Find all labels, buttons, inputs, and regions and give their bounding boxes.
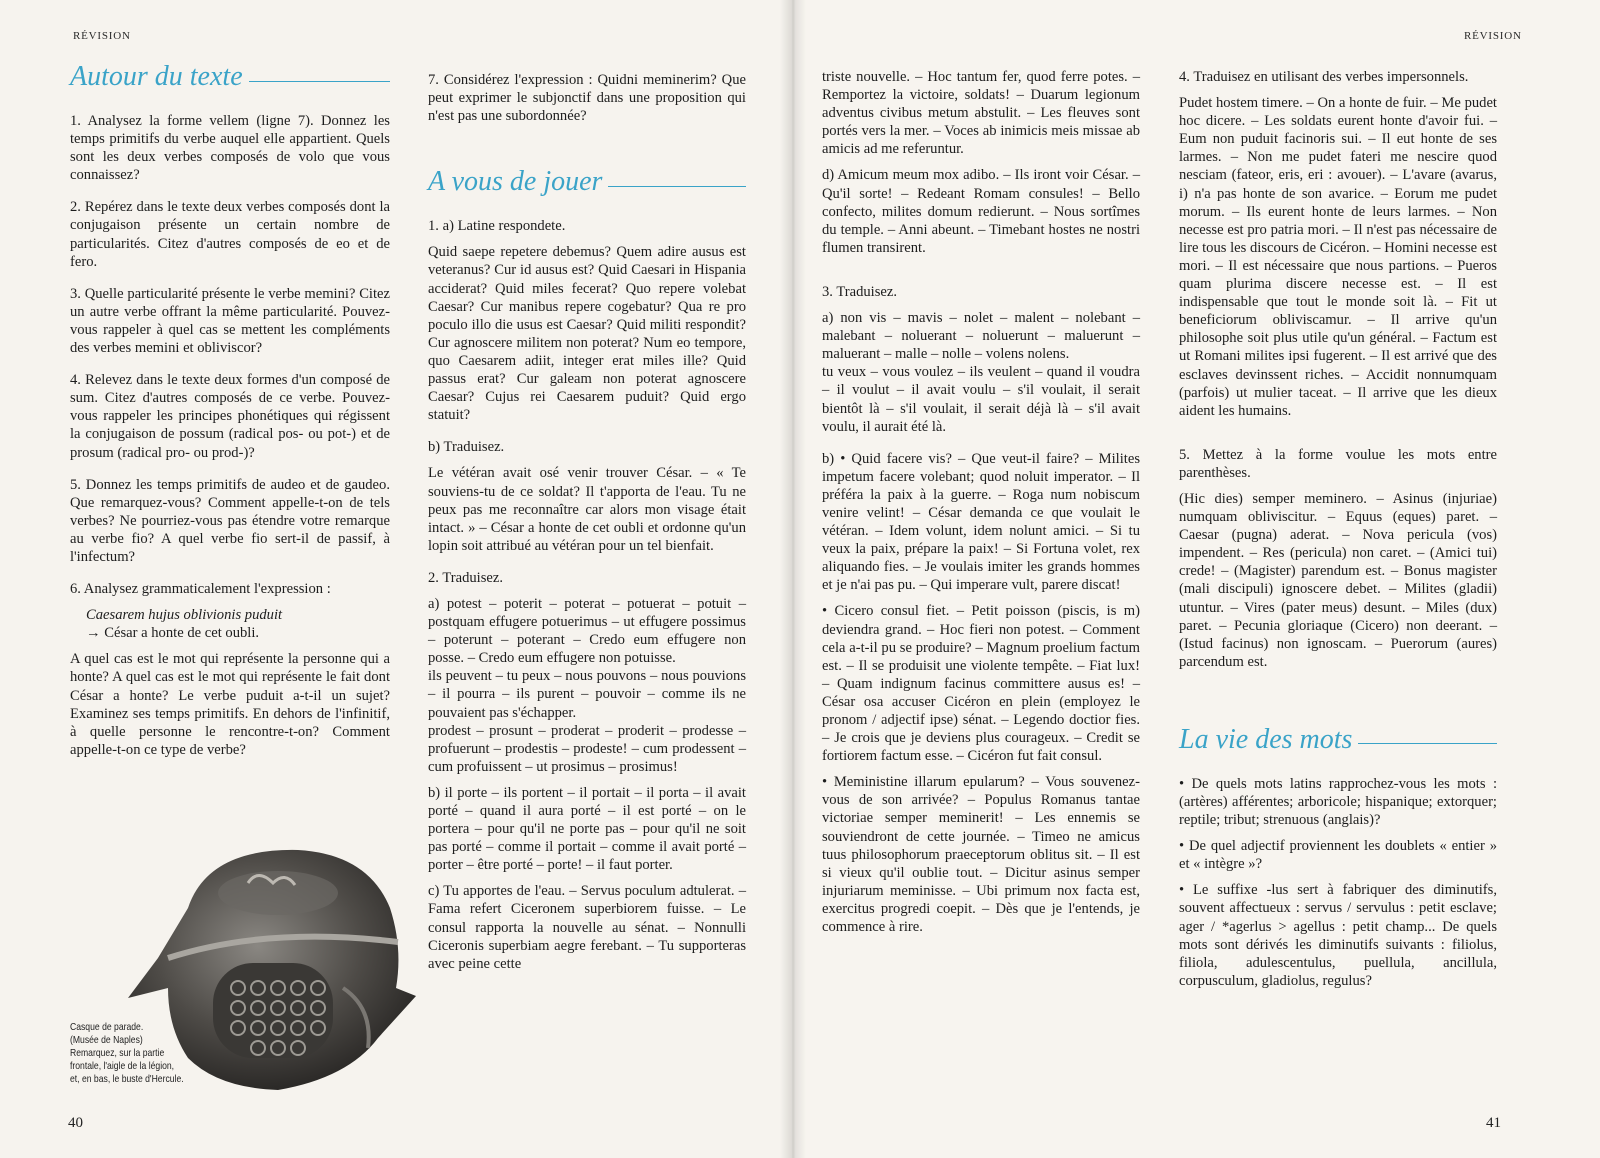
running-head-right: RÉVISION bbox=[1464, 30, 1522, 42]
words-question-1: • De quels mots latins rapprochez-vous les mots : (artères) afférentes; arboricole; hispanique; extorquer; reptile; tribut; strenuous (anglais)? bbox=[1179, 775, 1497, 829]
question-5: 5. Donnez les temps primitifs de audeo et de gaudeo. Que remarquez-vous? Comment appelle-t-on de tels verbes? Ne pourriez-vous pas étendre votre remarque au verbe fio? A quel verbe fio sert-il de passif, à l'infectum? bbox=[70, 476, 390, 565]
question-6: 6. Analysez grammaticalement l'expression : bbox=[70, 581, 331, 598]
helmet-caption: Casque de parade. (Musée de Naples) Remarquez, sur la partie frontale, l'aigle de la légion, et, en bas, le buste d'Hercule. bbox=[70, 1021, 184, 1085]
exercise-2b-text: b) il porte – ils portent – il portait – il porta – il avait porté – quand il aura porté – il est porté – on le portera – pour qu'il ne porte pas – pour qu'il ne soit pas porté – comme il portait – comme il avait porté – porter – être porté – porte! – il faut porter. bbox=[428, 784, 746, 874]
latin-expression: Caesarem hujus oblivionis puduit bbox=[86, 607, 283, 624]
exercise-2a-french: ils peuvent – tu peux – nous pouvons – nous pouvions – il pourra – ils purent – pouvoir – comme ils ne pouvaient pas s'échapper. bbox=[428, 668, 746, 721]
question-4: 4. Relevez dans le texte deux formes d'un composé de sum. Citez d'autres composés de ce verbe. Pouvez-vous rappeler les principes phonétiques qui régissent la conjugaison de possum (radical pos- ou pot-) et de prosum (radical pro- ou prod-)? bbox=[70, 372, 390, 461]
section-title-jouer: A vous de jouer bbox=[428, 165, 746, 199]
words-question-3: • Le suffixe -lus sert à fabriquer des diminutifs, souvent affectueux : servus / servulus : petit esclave; ager / *agerlus > agellus : petit champ... De quels mots sont dérivés les diminutifs suivants : filiolus, filiola, adulescentulus, puellula, ancillula, corpusculum, gladiolus, regulus? bbox=[1179, 882, 1497, 989]
column-2 bbox=[428, 71, 746, 981]
exercise-2a-text: a) potest – poterit – poterat – potuerat – potuit – postquam effugere potuerimus – ut effugere possimus – poterunt – poterant – Credo eum effugere non posse. – Credo eum effugere non potuisse. bbox=[428, 595, 746, 667]
question-7: 7. Considérez l'expression : Quidni meminerim? Que peut exprimer le subjonctif dans une proposition qui n'est pas une subordonnée? bbox=[428, 72, 746, 125]
exercise-2c-text: c) Tu apportes de l'eau. – Servus poculum adtulerat. – Fama refert Ciceronem superbiorem fuisse. – Le consul rapporta la nouvelle au sénat. – Nonnulli Ciceronis superbiam aegre ferebant. – Tu supporteras avec peine cette bbox=[428, 883, 746, 972]
exercise-5-text: (Hic dies) semper meminero. – Asinus (injuriae) numquam obliviscitur. – Equus (eques) paret. – Caesar (pugna) aderat. – Nova pericula (vos) impendent. – Res (pericula) non caret. – (Amici tui) crede! – (Magister) parendum est. – Bonus magister (mali discipuli) ignoscere debet. – Milites (gladii) utuntur. – Vires (pater meus) desunt. – Miles (dux) paret. – Pecunia gloriaque (Cicero) non deerant. – (Istud facinus) non ignoscam. – Puerorum (aures) parcendum est. bbox=[1179, 490, 1497, 670]
words-question-2: • De quel adjectif proviennent les doublets « entier » et « intègre »? bbox=[1179, 838, 1497, 873]
exercise-1a-heading: 1. a) Latine respondete. bbox=[428, 218, 566, 235]
column-1 bbox=[70, 60, 390, 767]
exercise-3b-fio: • Cicero consul fiet. – Petit poisson (piscis, is m) deviendra grand. – Hoc fieri non potest. – Comment cela a-t-il pu se produire? – Magnum proelium factum est. – Il se produisit une violente tempête. – Fiat lux! – Quam indignum facinus committere ausus es! – César osa accuser Cicéron en plein (employez le pronom / adjectif ipse) sénat. – Legendo doctior fies. – Je crois que je deviens plus courageux. – Credit se fortiorem factum esse. – Cicéron fut fait consul. bbox=[822, 603, 1140, 765]
exercise-4-text: Pudet hostem timere. – On a honte de fuir. – Me pudet hoc dicere. – Les soldats eurent honte d'avoir fui. – Eum non puduit facinoris sui. – Il eut honte de ses larmes. – Non me pudet fateri me nescire quod nesciam (fateor, eris, eri : avouer). – L'avare (avarus, i) n'a pas honte de son avarice. – Eorum me pudet morum. – Ils eurent honte de leurs larmes. – Non necesse est pro patria mori. – Il n'est pas nécessaire de lire tous les discours de Cicéron. – Homini necesse est mori. – Il est nécessaire que nous partions. – Pueros quam plurima discere necesse est. – Il est indispensable que tout le monde soit là. – Fit ut beneficiorum obliviscamur. – Il arrive qu'un philosophe soit plus utile qu'un général. – Factum est ut Romani milites ipsi fugerent. – Il est arrivé que des esclaves devinssent riches. – Accidit nonnumquam (parfois) ut mulier taceat. – Il arrive que les dieux aident les humains. bbox=[1179, 95, 1497, 419]
running-head-left: RÉVISION bbox=[73, 30, 131, 42]
section-title-vie: La vie des mots bbox=[1179, 723, 1497, 757]
question-6-body: A quel cas est le mot qui représente la personne qui a honte? A quel cas est le mot qui représente le fait dont César a honte? Le verbe puduit a-t-il un sujet? Examinez ses temps primitifs. En dehors de l'infinitif, à quelle personne le rencontre-t-on? Comment appelle-t-on ce type de verbe? bbox=[70, 651, 390, 758]
page-right bbox=[793, 0, 1600, 1158]
question-2: 2. Repérez dans le texte deux verbes composés dont la conjugaison présente un certain nombre de particularités. Citez d'autres composés de eo et de fero. bbox=[70, 199, 390, 270]
expression-translation: → César a honte de cet oubli. bbox=[86, 625, 260, 642]
exercise-4-heading: 4. Traduisez en utilisant des verbes impersonnels. bbox=[1179, 69, 1469, 85]
page-number-left: 40 bbox=[68, 1115, 83, 1131]
exercise-3a-latin: a) non vis – mavis – nolet – malent – nolebant – malebant – noluerant – noluerunt – maluerunt – maluerant – malle – nolle – volens nolens. bbox=[822, 310, 1140, 363]
exercise-3-heading: 3. Traduisez. bbox=[822, 283, 897, 300]
exercise-3b-memini: • Meministine illarum epularum? – Vous souvenez-vous de son arrivée? – Populus Romanus tantae victoriae semper meminerit! – Les ennemis se souviendront de cette journée. – Timeo ne amicus tuus philosophorum praeceptorum oblitus sit. – Il est si vieux qu'il oublie tout. – Dicitur asinus semper injuriarum meminisse. – Ubi primum nox facta est, exercitus progredi coepit. – Dès que je l'entends, je commence à rire. bbox=[822, 774, 1140, 936]
exercise-2-heading: 2. Traduisez. bbox=[428, 569, 503, 586]
exercise-1a-text: Quid saepe repetere debemus? Quem adire ausus est veteranus? Cur id ausus est? Quid Caesari in Hispania acciderat? Quid miles fecerat? Quo repere volebat Caesar? Cur manibus repere cogebatur? Qua re pro poculo illo die usus est Caesar? Quid militi respondit? Cur agnoscere militem non poterat? Num eo tempore, quo Caesarem adiit, integer erat miles ille? Quid passus erat? Cur galeam non poterat agnoscere Caesar? Cujus rei Caesarem puduit? Quid ergo statuit? bbox=[428, 244, 746, 424]
question-3: 3. Quelle particularité présente le verbe memini? Citez un autre verbe offrant la même particularité. Pouvez-vous rappeler à quel cas se mettent les compléments des verbes memini et obliviscor? bbox=[70, 285, 390, 357]
exercise-2c-cont: triste nouvelle. – Hoc tantum fer, quod ferre potes. – Remportez la victoire, soldats! – Duarum legionum adventus civibus metum abstulit. – Les fleuves sont portés vers la mer. – Voces ab inimicis meis missae ab amicis ad me referuntur. bbox=[822, 69, 1140, 158]
section-title-autour: Autour du texte bbox=[70, 60, 390, 94]
exercise-2d-text: d) Amicum meum mox adibo. – Ils iront voir César. – Qu'il sorte! – Redeant Romam consules! – Bello confecto, milites domum redierunt. – Nous sortîmes du temple. – Anni abeunt. – Timebant hostes ne nostri flumen transirent. bbox=[822, 167, 1140, 256]
question-1: 1. Analysez la forme vellem (ligne 7). Donnez les temps primitifs du verbe auquel elle appartient. Quels sont les deux verbes composés de volo que vous connaissez? bbox=[70, 113, 390, 184]
column-4 bbox=[1179, 68, 1497, 998]
exercise-1b-heading: b) Traduisez. bbox=[428, 439, 505, 456]
page-number-right: 41 bbox=[1486, 1115, 1501, 1131]
exercise-1b-text: Le vétéran avait osé venir trouver César. – « Te souviens-tu de ce soldat? Il t'apporta de l'eau. Tu ne peux pas me reconnaître car alors mon visage était intact. » – César a honte de cet oubli et ordonne qu'un lopin soit attribué au vétéran pour un tel bienfait. bbox=[428, 465, 746, 554]
exercise-5-heading: 5. Mettez à la forme voulue les mots entre parenthèses. bbox=[1179, 446, 1497, 481]
exercise-3b-velle: b) • Quid facere vis? – Que veut-il faire? – Milites impetum facere volebant; quod noluit imperator. – Il préféra la paix à la guerre. – Roga num nobiscum venire velint! – César demanda ce que voulait le vétéran. – Idem volunt, idem nolunt amici. – Si tu veux la paix, prépare la paix! – Si Fortuna volet, rex aliquando fies. – Je voulais imiter les grands hommes et je n'ai pas pu. – Qui imperare vult, parere discat! bbox=[822, 450, 1140, 594]
page-left bbox=[0, 0, 793, 1158]
column-3 bbox=[822, 68, 1140, 944]
exercise-2a-prodesse: prodest – prosunt – proderat – proderit – prodesse – profuerunt – prodestis – prodeste! – cum prodessent – cum profuissent – ut prosimus – prosimus! bbox=[428, 722, 746, 775]
exercise-3a-french: tu veux – vous voulez – ils veulent – quand il voudra – il voulut – il avait voulu – s'il voulait, il serait bientôt là – s'il voulait, il serait déjà là – s'il avait voulu, il aurait été là. bbox=[822, 364, 1140, 435]
